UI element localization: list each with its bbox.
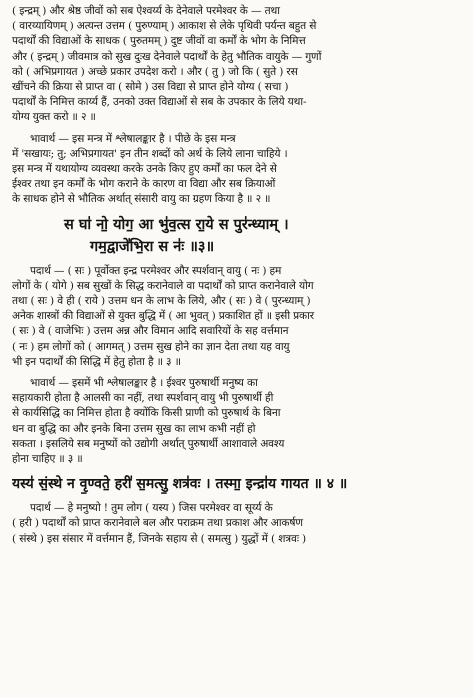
bhavarth-block-3 (12, 376, 461, 467)
text-line: खींचने की क्रिया से प्राप्त वा ( सोमे ) उस विद्या से प्राप्त होने योग्य ( सचा ) (12, 81, 289, 94)
text-line: ईश्वर तथा इन कर्मों के भोग कराने के कारण वा विद्या और सब क्रियाओं (12, 178, 276, 191)
text-line: लोगों के ( योगे ) सब सुखों के सिद्ध करानेवाले वा पदार्थों को प्राप्त करानेवाले योग (12, 279, 314, 292)
padarth-block-4 (12, 501, 461, 547)
text-line: के साधक होने से भौतिक अर्थात् संसारी वायु का ग्रहण किया है ॥ २ ॥ (12, 193, 271, 206)
text-line: पदार्थ — हे मनुष्यो ! तुम लोग ( यस्य ) जिस परमेश्वर वा सूर्य्य के (30, 502, 273, 515)
text-line: ( इन्द्रम् ) और श्रेष्ठ जीवों को सब ऐश्वर्य्य के देनेवाले परमेश्वर के — तथा (12, 5, 280, 17)
text-line: ( हरी ) पदार्थों को प्राप्त करानेवाले बल और पराक्रम तथा प्रकाश और आकर्षण (12, 517, 303, 530)
commentary-block-continued (12, 4, 461, 126)
text-line: ( नः ) हम लोगों को ( आगमत् ) उत्तम सुख होने का ज्ञान देता तथा यह वायु (12, 340, 290, 353)
text-line: इस मन्त्र में यथायोग्य व्यवस्था करके उनके किए हुए कर्मों का फल देने से (12, 163, 277, 176)
text-line: योग्य युक्त करो ॥ २ ॥ (12, 111, 96, 124)
text-line: को ( अभिप्रगायत ) अच्छे प्रकार उपदेश करो । और ( तु ) जो कि ( सुते ) रस (12, 65, 298, 78)
mantra-verse-4 (12, 473, 461, 495)
text-line: सहायकारी होता है आलसी का नहीं, तथा स्पर्शवान् वायु भी पुरुषार्थी ही (12, 392, 274, 405)
bhavarth-block-2 (12, 132, 461, 208)
text-line: पदार्थों की विद्याओं के साधक ( पुरुतमम् ) दुष्ट जीवों वा कर्मों के भोग के निमित्त (12, 35, 306, 48)
text-line: ( वारय्यायिणम् ) अत्यन्त उत्तम ( पुरुण्याम् ) आकाश से लेके पृथिवी पर्यन्त बहुत से (12, 20, 317, 33)
text-line: से कार्यसिद्धि का निमित्त होता है क्योंकि किसी प्राणी को पुरुषार्थ के बिना (12, 407, 281, 420)
mantra-line: स घा॑ नो॒ योग॒ आ भु॑व॒त्स रा॒ये स पुर॑न्ध्याम् । (64, 215, 289, 233)
text-line: होना चाहिए ॥ ३ ॥ (12, 453, 83, 466)
text-line: ( संस्थे ) इस संसार में वर्त्तमान हैं, जिनके सहाय से ( समत्सु ) युद्धों में ( शत्रवः ) (12, 532, 307, 545)
text-line: तथा ( सः ) वे ही ( राये ) उत्तम धन के लाभ के लिये, और ( सः ) वे ( पुरन्ध्याम् ) (12, 295, 311, 308)
text-line: भी इन पदार्थों की सिद्धि में हेतु होता है ॥ ३ ॥ (12, 355, 181, 368)
text-line: सकता । इसलिये सब मनुष्यों को उद्योगी अर्थात् पुरुषार्थी आशावाले अवश्य (12, 437, 285, 450)
text-line: और ( इन्द्रम् ) जीवमात्र को सुख दुःख देनेवाले पदार्थों के हेतु भौतिक वायुके — गुणों (12, 50, 322, 63)
text-line: अनेक शास्त्रों की विद्याओं से युक्त बुद्धि में ( आ भुवत् ) प्रकाशित हों ॥ इसी प्रकार (12, 310, 314, 323)
text-line: पदार्थ — ( सः ) पूर्वोक्त इन्द्र परमेश्वर और स्पर्शवान् वायु ( नः ) हम (30, 264, 282, 277)
mantra-line: गम॒द्वाजे॑भि॒रा स नः॑ ॥३॥ (90, 237, 215, 255)
padarth-block-3 (12, 264, 461, 370)
text-line: पदार्थों के निमित्त कार्य्य हैं, उनको उक्त विद्याओं से सब के उपकार के लिये यथा- (12, 96, 307, 109)
text-line: भावार्थ — इसमें भी श्लेषालङ्कार है । ईश्वर पुरुषार्थी मनुष्य का (30, 377, 258, 390)
mantra-line: यस्य॑ सं॒स्थे न वृ॒ण्वते॒ हरी॑ स॒मत्सु॒ शत्र॑वः । तस्मा॒ इन्द्रा॑य गायत ॥ ४ ॥ (12, 476, 348, 493)
text-line: में 'सखायः; तु; अभिप्रगायत' इन तीन शब्दों को अर्थ के लिये लाना चाहिये । (12, 147, 288, 160)
text-line: ( सः ) वे ( वाजेभिः ) उत्तम अन्न और विमान आदि सवारियों के सह वर्त्तमान (12, 325, 289, 338)
mantra-verse-3 (12, 214, 461, 258)
text-line: भावार्थ — इस मन्त्र में श्लेषालङ्कार है । पीछे के इस मन्त्र (30, 132, 236, 145)
text-line: धन वा बुद्धि का और इनके बिना उत्तम सुख का लाभ कभी नहीं हो (12, 422, 256, 435)
